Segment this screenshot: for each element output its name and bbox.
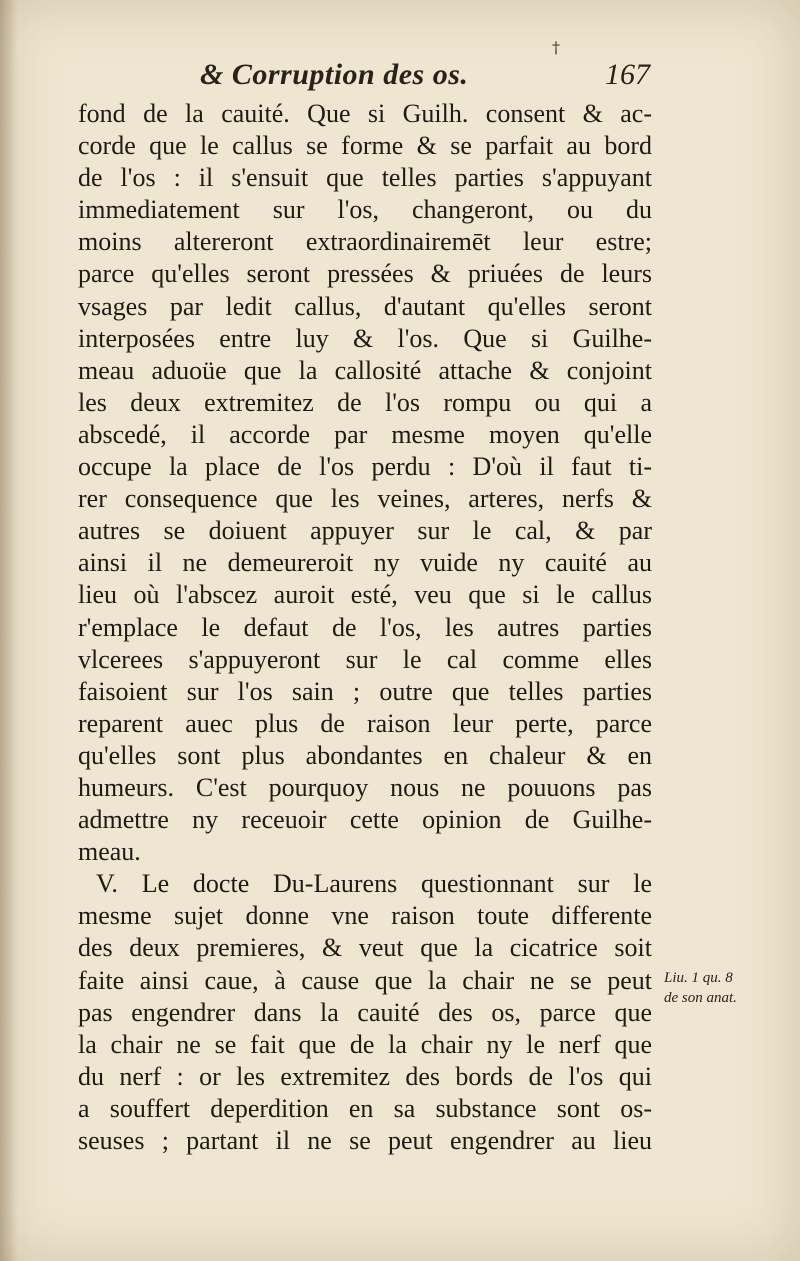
page-number: 167 xyxy=(605,58,650,91)
text-line: interposées entre luy & l'os. Que si Guilhe- xyxy=(78,323,652,353)
text-line: la chair ne se fait que de la chair ny le nerf que xyxy=(78,1029,652,1059)
text-line: faite ainsi caue, à cause que la chair ne se peut xyxy=(78,965,652,995)
text-line: du nerf : or les extremitez des bords de l'os qui xyxy=(78,1061,652,1091)
text-line: admettre ny receuoir cette opinion de Guilhe- xyxy=(78,805,652,835)
text-line: meau. xyxy=(78,837,141,867)
text-line: fond de la cauité. Que si Guilh. consent & ac- xyxy=(78,99,652,128)
margin-citation xyxy=(664,968,794,1008)
text-line: lieu où l'abscez auroit esté, veu que si le callus xyxy=(78,580,652,610)
text-line: meau aduoüe que la callosité attache & conjoint xyxy=(78,355,652,385)
margin-citation-line: Liu. 1 qu. 8 xyxy=(664,970,733,986)
text-line: r'emplace le defaut de l'os, les autres parties xyxy=(78,612,652,642)
text-line: faisoient sur l'os sain ; outre que telles parties xyxy=(78,676,652,706)
text-line: vsages par ledit callus, d'autant qu'elles seront xyxy=(78,291,652,321)
running-title: & Corruption des os. xyxy=(200,58,469,91)
text-line: ainsi il ne demeureroit ny vuide ny cauité au xyxy=(78,548,652,578)
text-line: humeurs. C'est pourquoy nous ne pouuons pas xyxy=(78,772,652,802)
text-line: des deux premieres, & veut que la cicatrice soit xyxy=(78,933,652,963)
paragraph-start-line: V. Le docte Du-Laurens questionnant sur le xyxy=(96,869,652,899)
body-text xyxy=(78,98,652,1157)
text-line: de l'os : il s'ensuit que telles parties s'appuyant xyxy=(78,163,652,193)
text-line: a souffert deperdition en sa substance sont os- xyxy=(78,1093,652,1123)
text-line: autres se doiuent appuyer sur le cal, & par xyxy=(78,516,652,546)
margin-citation-line: de son anat. xyxy=(664,990,737,1006)
text-line: les deux extremitez de l'os rompu ou qui a xyxy=(78,387,652,417)
text-line: abscedé, il accorde par mesme moyen qu'elle xyxy=(78,419,652,449)
text-line: vlcerees s'appuyeront sur le cal comme elles xyxy=(78,644,652,674)
text-line: corde que le callus se forme & se parfait au bord xyxy=(78,131,652,161)
page-header xyxy=(200,58,660,98)
text-line: moins altereront extraordinairemēt leur estre; xyxy=(78,227,652,257)
text-line: pas engendrer dans la cauité des os, parce que xyxy=(78,997,652,1027)
printer-mark: † xyxy=(552,38,560,57)
text-line: rer consequence que les veines, arteres, nerfs & xyxy=(78,484,652,514)
text-line: occupe la place de l'os perdu : D'où il faut ti- xyxy=(78,452,652,482)
text-line: parce qu'elles seront pressées & priuées de leurs xyxy=(78,259,652,289)
text-line: immediatement sur l'os, changeront, ou du xyxy=(78,195,652,225)
text-line: mesme sujet donne vne raison toute differente xyxy=(78,901,652,931)
text-line: qu'elles sont plus abondantes en chaleur & en xyxy=(78,740,652,770)
text-line: seuses ; partant il ne se peut engendrer au lieu xyxy=(78,1126,652,1155)
text-line: reparent auec plus de raison leur perte, parce xyxy=(78,708,652,738)
